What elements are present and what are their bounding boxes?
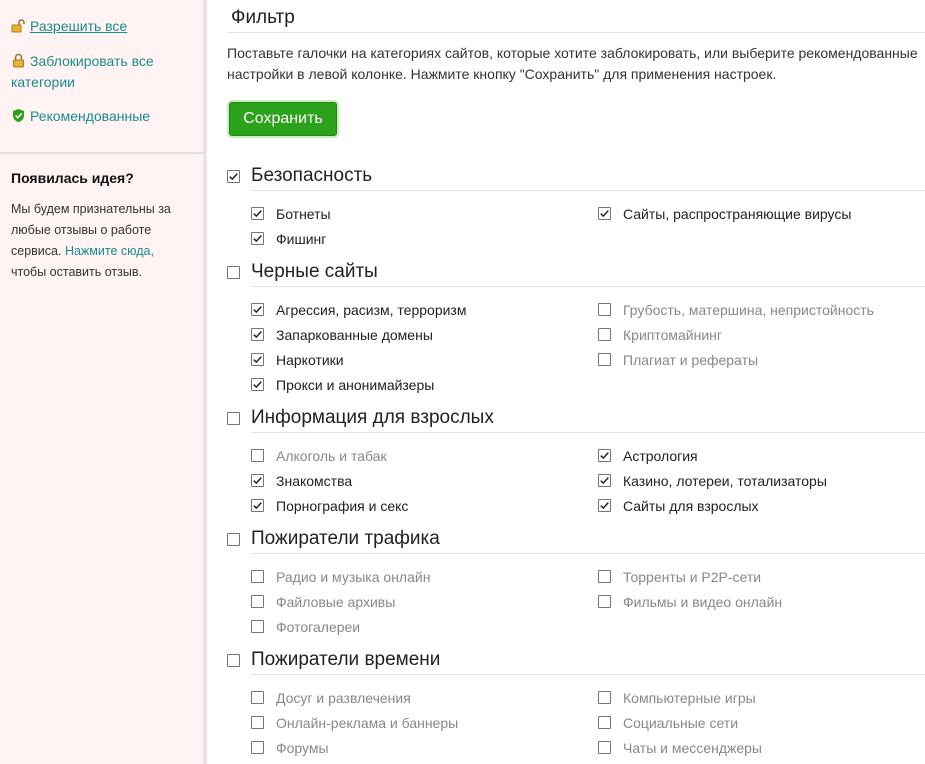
subcategory-label: Чаты и мессенджеры [623,740,762,756]
subcategory-checkbox[interactable] [598,691,611,704]
subcategory-label: Агрессия, расизм, терроризм [276,302,467,318]
subcategory-label: Компьютерные игры [623,690,756,706]
sidebar [0,0,207,764]
subcategory-checkbox[interactable] [598,449,611,462]
block-all-label-1: Заблокировать все [30,53,154,69]
subcategory-label: Порнография и секс [276,498,409,514]
subcategory-checkbox[interactable] [251,499,264,512]
subcategory-label: Фишинг [276,231,327,247]
subcategory-label: Файловые архивы [276,594,396,610]
idea-text [11,199,191,283]
subcategory-label: Запаркованные домены [276,327,433,343]
subcategory-checkbox[interactable] [251,595,264,608]
filter-panel [227,0,925,764]
subcategory-checkbox[interactable] [251,303,264,316]
subcategory-label: Грубость, матершина, непристойность [623,302,874,318]
allow-all-label: Разрешить все [30,18,128,34]
category-divider [251,553,925,554]
category-checkbox[interactable] [227,533,240,546]
category-divider [251,190,925,191]
subcategory-checkbox[interactable] [251,716,264,729]
category-checkbox[interactable] [227,412,240,425]
category-divider [251,286,925,287]
category-checkbox[interactable] [227,266,240,279]
subcategory-label: Сайты для взрослых [623,498,759,514]
category-checkbox[interactable] [227,170,240,183]
subcategory-checkbox[interactable] [598,741,611,754]
category-divider [251,432,925,433]
subcategory-label: Прокси и анонимайзеры [276,377,435,393]
subcategory-label: Радио и музыка онлайн [276,569,431,585]
subcategory-checkbox[interactable] [598,595,611,608]
category-divider [251,674,925,675]
category-title[interactable]: Пожиратели времени [251,649,441,670]
shield-check-icon [11,108,26,123]
subcategory-label: Торренты и P2P-сети [623,569,762,585]
category-title[interactable]: Черные сайты [251,261,378,282]
subcategory-checkbox[interactable] [251,207,264,220]
category-header [227,528,925,552]
category-title[interactable]: Безопасность [251,165,373,186]
block-all-label-2: категории [11,74,75,90]
category-checkbox[interactable] [227,654,240,667]
idea-line-2: любые отзывы о работе [11,223,152,237]
sidebar-divider [0,152,207,154]
subcategory-checkbox[interactable] [251,620,264,633]
subcategory-label: Сайты, распространяющие вирусы [623,206,852,222]
subcategory-label: Наркотики [276,352,344,368]
subcategory-label: Астрология [623,448,698,464]
subcategory-checkbox[interactable] [598,303,611,316]
subcategory-label: Криптомайнинг [623,327,723,343]
subcategory-checkbox[interactable] [251,570,264,583]
recommended-link[interactable] [11,106,150,127]
block-all-link[interactable] [11,51,154,93]
intro-line-1: Поставьте галочки на категориях сайтов, которые хотите заблокировать, или выберите рекомендованные [227,45,918,61]
intro-line-2: настройки в левой колонке. Нажмите кнопку "Сохранить" для применения настроек. [227,66,777,82]
subcategory-label: Форумы [276,740,329,756]
recommended-label: Рекомендованные [30,108,151,124]
idea-line-4: чтобы оставить отзыв. [11,265,142,279]
subcategory-label: Социальные сети [623,715,739,731]
subcategory-label: Онлайн-реклама и баннеры [276,715,459,731]
subcategory-label: Ботнеты [276,206,331,222]
subcategory-checkbox[interactable] [598,207,611,220]
allow-all-link[interactable] [11,16,127,37]
subcategory-label: Алкоголь и табак [276,448,387,464]
unlocked-padlock-icon [11,18,26,33]
subcategory-checkbox[interactable] [251,378,264,391]
subcategory-label: Фотогалереи [276,619,361,635]
page-title: Фильтр [231,7,295,28]
title-divider [227,32,925,33]
subcategory-checkbox[interactable] [251,474,264,487]
intro-text [227,43,925,85]
idea-line-1: Мы будем признательны за [11,202,171,216]
category-title[interactable]: Информация для взрослых [251,407,494,428]
idea-line-3: сервиса. [11,244,65,258]
subcategory-checkbox[interactable] [251,741,264,754]
subcategory-checkbox[interactable] [251,328,264,341]
subcategory-label: Досуг и развлечения [276,690,411,706]
subcategory-checkbox[interactable] [251,691,264,704]
subcategory-checkbox[interactable] [251,449,264,462]
save-button[interactable]: Сохранить [229,102,337,136]
subcategory-checkbox[interactable] [251,353,264,366]
subcategory-checkbox[interactable] [598,474,611,487]
category-header [227,407,925,431]
subcategory-checkbox[interactable] [598,328,611,341]
category-header [227,649,925,673]
subcategory-checkbox[interactable] [598,499,611,512]
subcategory-label: Фильмы и видео онлайн [623,594,783,610]
category-header [227,261,925,285]
subcategory-checkbox[interactable] [251,232,264,245]
subcategory-checkbox[interactable] [598,353,611,366]
subcategory-label: Знакомства [276,473,353,489]
idea-title: Появилась идея? [11,170,134,186]
category-header [227,165,925,189]
subcategory-checkbox[interactable] [598,570,611,583]
feedback-link[interactable]: Нажмите сюда, [64,244,154,258]
category-title[interactable]: Пожиратели трафика [251,528,440,549]
subcategory-label: Казино, лотереи, тотализаторы [623,473,827,489]
subcategory-checkbox[interactable] [598,716,611,729]
locked-padlock-icon [11,53,26,68]
subcategory-label: Плагиат и рефераты [623,352,759,368]
